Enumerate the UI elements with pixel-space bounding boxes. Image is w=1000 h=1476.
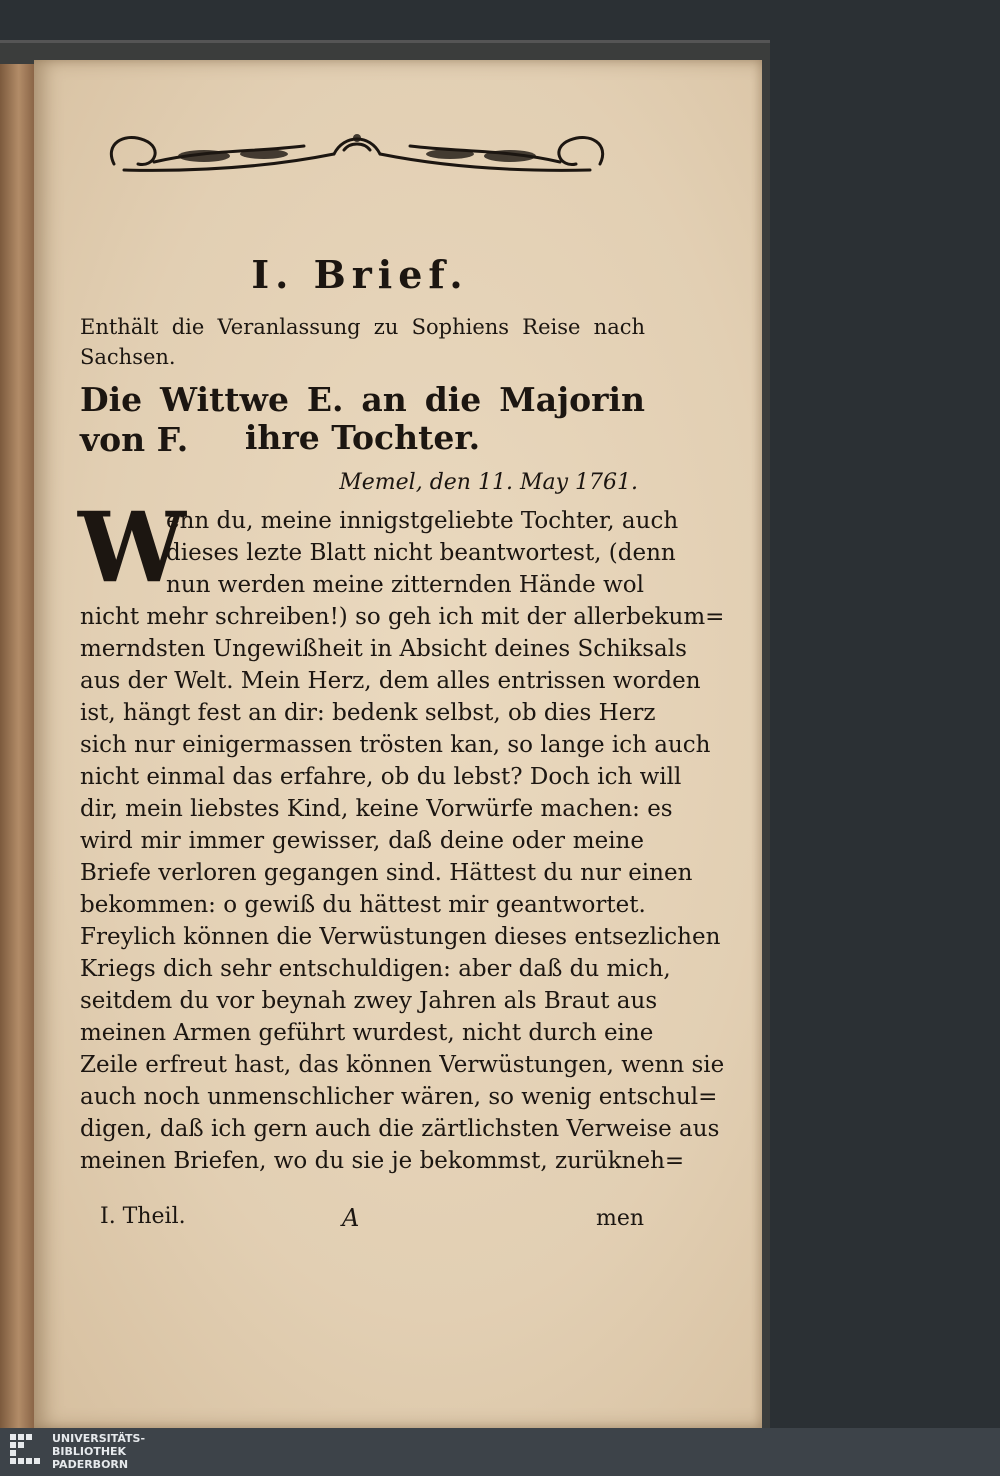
body-line: Kriegs dich sehr entschuldigen: aber daß du mich, <box>80 956 671 982</box>
body-line: aus der Welt. Mein Herz, dem alles entrissen worden <box>80 668 701 694</box>
body-line: digen, daß ich gern auch die zärtlichsten Verweise aus <box>80 1116 720 1142</box>
body-line: bekommen: o gewiß du hättest mir geantwortet. <box>80 892 646 918</box>
body-line: nun werden meine zitternden Hände wol <box>166 572 644 598</box>
body-line: Freylich können die Verwüstungen dieses entsezlichen <box>80 924 721 950</box>
library-logo-bar <box>0 1428 1000 1476</box>
body-line: nicht einmal das erfahre, ob du lebst? Doch ich will <box>80 764 682 790</box>
footer-volume-label: I. Theil. <box>100 1204 186 1229</box>
body-line: meinen Armen geführt wurdest, nicht durch eine <box>80 1020 654 1046</box>
body-line: auch noch unmenschlicher wären, so wenig entschul= <box>80 1084 718 1110</box>
body-line: ist, hängt fest an dir: bedenk selbst, ob dies Herz <box>80 700 656 726</box>
body-line: merndsten Ungewißheit in Absicht deines Schiksals <box>80 636 687 662</box>
body-line: dieses lezte Blatt nicht beantwortest, (denn <box>166 540 676 566</box>
body-line: Briefe verloren gegangen sind. Hättest du nur einen <box>80 860 693 886</box>
body-line: meinen Briefen, wo du sie je bekommst, zurükneh= <box>80 1148 685 1174</box>
body-line: seitdem du vor beynah zwey Jahren als Braut aus <box>80 988 658 1014</box>
library-logo-line-3: PADERBORN <box>52 1458 129 1471</box>
letter-heading-line-1: Die Wittwe E. an die Majorin von F. <box>80 380 645 459</box>
drop-initial: W <box>78 491 186 604</box>
headpiece-ornament-icon <box>94 124 620 184</box>
letter-heading-line-2: ihre Tochter. <box>244 418 481 457</box>
left-page-edge <box>0 64 34 1428</box>
letter-title: I. Brief. <box>251 252 469 297</box>
body-line: enn du, meine innigstgeliebte Tochter, auch <box>166 508 679 534</box>
body-line: dir, mein liebstes Kind, keine Vorwürfe machen: es <box>80 796 673 822</box>
library-logo-line-2: BIBLIOTHEK <box>52 1445 127 1458</box>
library-logo-icon <box>8 1432 46 1472</box>
body-line: Zeile erfreut hast, das können Verwüstungen, wenn sie <box>80 1052 725 1078</box>
letter-summary: Enthält die Veranlassung zu Sophiens Reise nach Sachsen. <box>80 315 645 369</box>
dateline: Memel, den 11. May 1761. <box>339 470 638 495</box>
body-line: nicht mehr schreiben!) so geh ich mit der allerbekum= <box>80 604 725 630</box>
library-logo-text <box>52 1432 145 1471</box>
library-logo-line-1: UNIVERSITÄTS- <box>52 1432 146 1445</box>
footer-catchword: men <box>596 1206 645 1231</box>
footer-signature-mark: A <box>342 1204 360 1232</box>
body-line: sich nur einigermassen trösten kan, so lange ich auch <box>80 732 711 758</box>
body-line: wird mir immer gewisser, daß deine oder meine <box>80 828 644 854</box>
